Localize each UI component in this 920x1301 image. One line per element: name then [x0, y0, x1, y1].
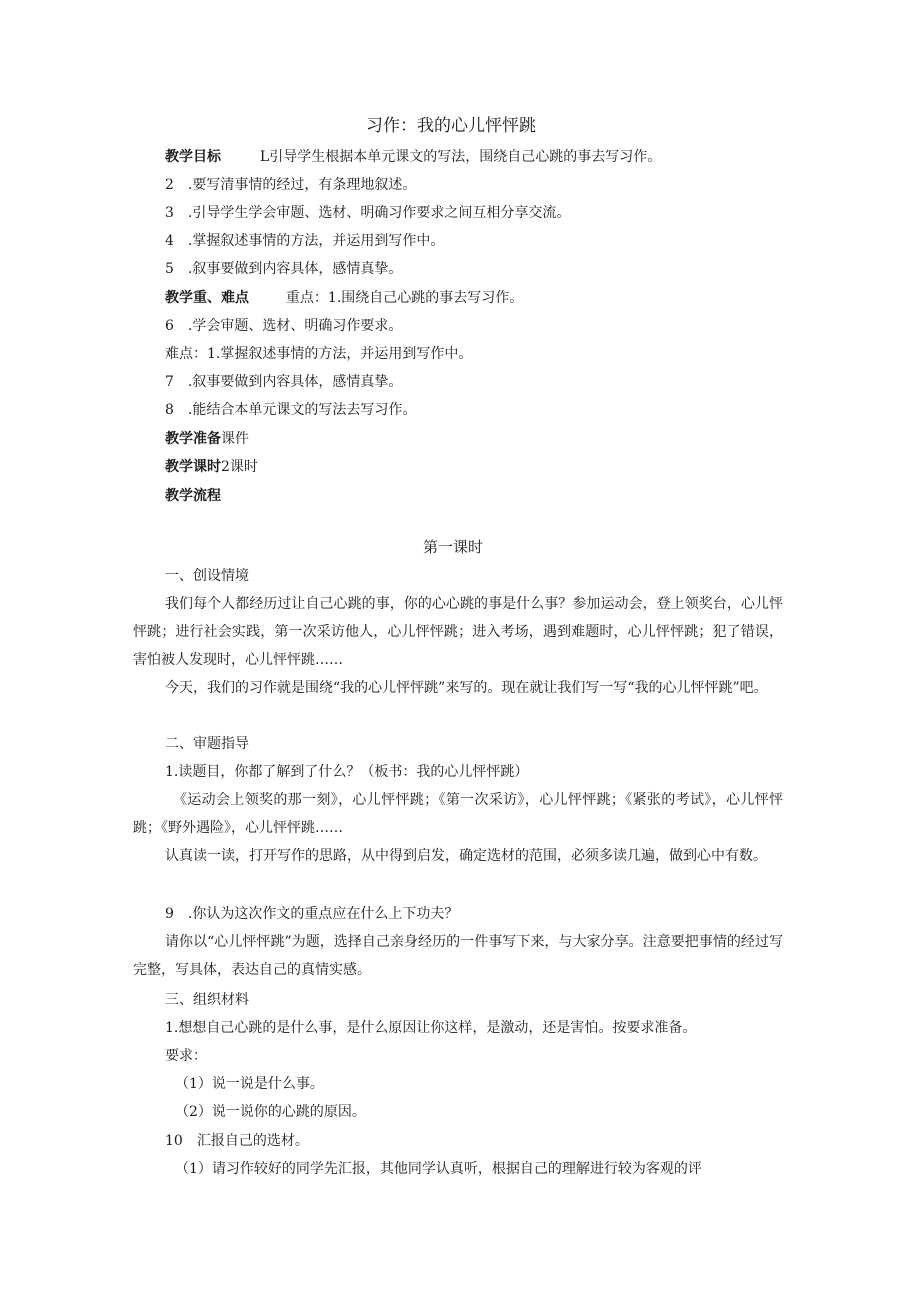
- objective-item-2: 2 .要写清事情的经过，有条理地叙述。: [165, 177, 417, 193]
- keypoints-line-1: [165, 288, 523, 308]
- keypoints-label: 教学重、难点: [165, 290, 249, 306]
- section2-question-2: 9 .你认为这次作文的重点应在什么上下功夫？: [165, 906, 459, 922]
- flow-label: 教学流程: [165, 488, 221, 504]
- section2-paragraph: 认真读一读，打开写作的思路，从中得到启发，确定选材的范围，必须多读几遍，做到心中有数。: [165, 848, 767, 864]
- hours-value: 2课时: [221, 459, 258, 475]
- objective-item-4: 4 .掌握叙述事情的方法，并运用到写作中。: [165, 233, 445, 249]
- objectives-label: 教学目标: [165, 149, 221, 165]
- section3-requirements: 要求：: [165, 1048, 207, 1064]
- section2-examples: 《运动会上领奖的那一刻》，心儿怦怦跳；《第一次采访》，心儿怦怦跳；《紧张的考试》，心儿怦怦跳；《野外遇险》，心儿怦怦跳……: [133, 792, 783, 836]
- section3-requirement-1: （1）说一说是什么事。: [175, 1076, 324, 1092]
- prep-value: 课件: [221, 431, 249, 447]
- section3-step-2: 10 汇报自己的选材。: [165, 1133, 309, 1149]
- hours-line: [165, 457, 258, 477]
- keypoint-1: 重点：1.围绕自己心跳的事去写习作。: [285, 290, 524, 306]
- difficulty-1: 难点：1.掌握叙述事情的方法，并运用到写作中。: [165, 346, 473, 362]
- keypoint-2: 6 .学会审题、选材、明确习作要求。: [165, 318, 403, 334]
- section1-heading: 一、创设情境: [165, 568, 249, 584]
- section2-question-1: 1.读题目，你都了解到了什么？（板书：我的心儿怦怦跳）: [165, 764, 529, 780]
- objective-item-3: 3 .引导学生学会审题、选材、明确习作要求之间互相分享交流。: [165, 205, 571, 221]
- section2-paragraph-2: 请你以“心儿怦怦跳”为题，选择自己亲身经历的一件事写下来，与大家分享。注意要把事情的经过写完整，写具体，表达自己的真情实感。: [133, 934, 783, 978]
- prep-line: [165, 429, 249, 449]
- section3-requirement-2: （2）说一说你的心跳的原因。: [175, 1104, 366, 1120]
- objective-item-5: 5 .叙事要做到内容具体，感情真挚。: [165, 261, 403, 277]
- section3-step-1: 1.想想自己心跳的是什么事，是什么原因让你这样，是激动，还是害怕。按要求准备。: [165, 1020, 697, 1036]
- section1-paragraph-1: 我们每个人都经历过让自己心跳的事，你的心心跳的事是什么事？参加运动会，登上领奖台，心儿怦怦跳；进行社会实践，第一次采访他人，心儿怦怦跳；进入考场，遇到难题时，心儿怦怦跳；犯了错误，害怕被人发现时，心儿怦怦跳……: [133, 596, 783, 668]
- difficulty-2: 7 .叙事要做到内容具体，感情真挚。: [165, 374, 403, 390]
- hours-label: 教学课时: [165, 459, 221, 475]
- section3-step-2a: （1）请习作较好的同学先汇报，其他同学认真听，根据自己的理解进行较为客观的评: [175, 1161, 702, 1177]
- difficulty-3: 8 .能结合本单元课文的写法去写习作。: [165, 402, 417, 418]
- document-title: 习作：我的心儿怦怦跳: [366, 116, 536, 136]
- lesson-title: 第一课时: [423, 538, 484, 556]
- prep-label: 教学准备: [165, 431, 221, 447]
- section2-heading: 二、审题指导: [165, 736, 249, 752]
- objectives-line-1: [165, 147, 661, 167]
- section3-heading: 三、组织材料: [165, 992, 249, 1008]
- section1-paragraph-2: 今天，我们的习作就是围绕“我的心儿怦怦跳”来写的。现在就让我们写一写“我的心儿怦怦跳”吧。: [165, 680, 768, 696]
- objective-item-1: L引导学生根据本单元课文的写法，围绕自己心跳的事去写习作。: [259, 149, 662, 165]
